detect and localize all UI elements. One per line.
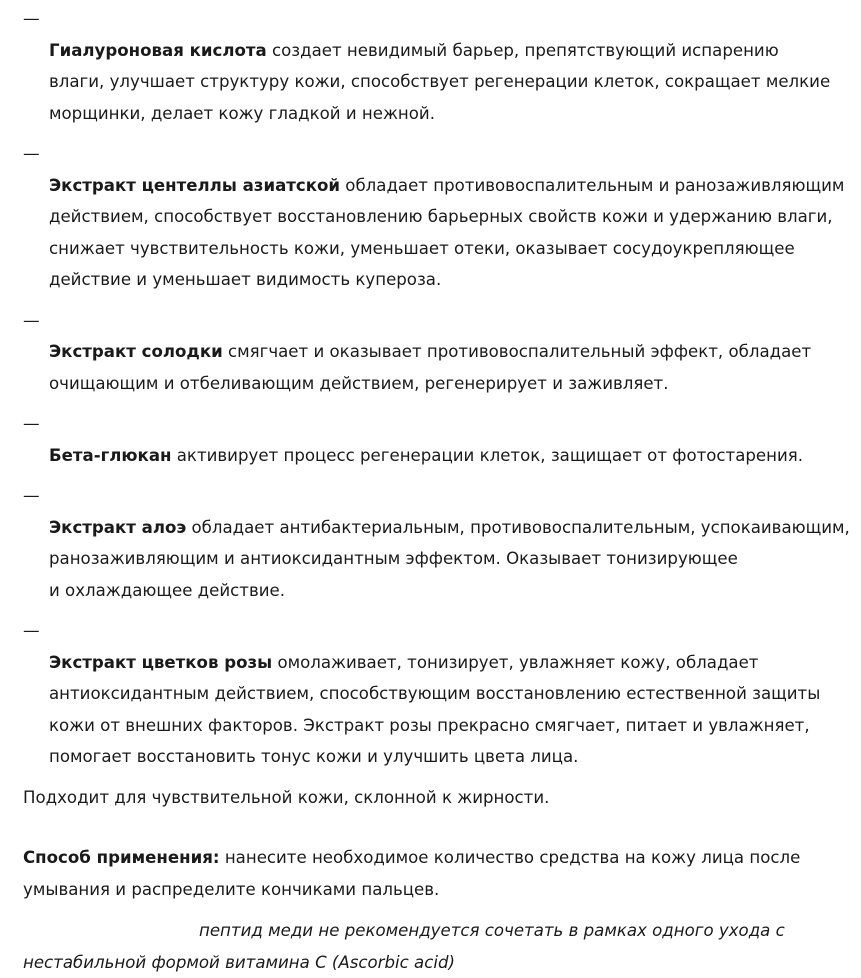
- ingredient-item: [23, 3, 861, 129]
- ingredient-item: [23, 480, 861, 606]
- ingredient-name: Экстракт алоэ: [49, 517, 187, 537]
- list-dash: —: [23, 486, 40, 505]
- ingredient-item: [23, 408, 861, 471]
- caution-note: [23, 915, 861, 978]
- ingredient-item: [23, 305, 861, 400]
- usage-instructions: [23, 842, 861, 905]
- usage-text: нанесите необходимое количество средства на кожу лица после умывания и распределите кончиками пальцев.: [23, 848, 801, 899]
- list-dash: —: [23, 144, 40, 163]
- ingredient-name: Бета-глюкан: [49, 445, 172, 465]
- list-dash: —: [23, 310, 40, 330]
- list-dash: —: [23, 414, 40, 433]
- ingredient-text: обладает противовоспалительным и ранозаживляющим действием, способствует восстановлению барьерных свойств кожи и удержанию влаги, снижает чувствительность кожи, уменьшает отеки, оказывает сосудоукрепляющее действие и уменьшает видимость купероза.: [49, 175, 845, 289]
- ingredient-name: Гиалуроновая кислота: [49, 40, 267, 60]
- list-dash: —: [23, 621, 40, 640]
- ingredient-text: смягчает и оказывает противовоспалительный эффект, обладает очищающим и отбеливающим действием, регенерирует и заживляет.: [49, 342, 812, 393]
- skin-type-note: Подходит для чувствительной кожи, склонной к жирности.: [23, 787, 550, 807]
- ingredient-text: активирует процесс регенерации клеток, защищает от фотостарения.: [171, 445, 804, 465]
- usage-label: Способ применения:: [23, 848, 220, 867]
- caution-note-wrap: [23, 915, 861, 978]
- ingredient-name: Экстракт цветков розы: [49, 652, 273, 672]
- ingredient-name: Экстракт центеллы азиатской: [49, 175, 341, 195]
- ingredient-text: омолаживает, тонизирует, увлажняет кожу, обладает антиоксидантным действием, способствующим восстановлению естественной защиты кожи от внешних факторов. Экстракт розы прекрасно смягчает, питает и увлажняет, помогает восстановить тонус кожи и улучшить цвета лица.: [49, 652, 821, 766]
- list-dash: —: [23, 9, 40, 28]
- ingredient-text: обладает антибактериальным, противовоспалительным, успокаивающим, ранозаживляющим и антиоксидантным эффектом. Оказывает тонизирующее и охлаждающее действие.: [49, 517, 850, 600]
- ingredient-name: Экстракт солодки: [49, 342, 223, 361]
- product-description: [23, 3, 861, 978]
- ingredient-item: [23, 615, 861, 773]
- caution-note-text: пептид меди не рекомендуется сочетать в рамках одного ухода с нестабильной формой витамина С (Ascorbic acid): [23, 921, 785, 972]
- ingredient-text: создает невидимый барьер, препятствующий испарению влаги, улучшает структуру кожи, способствует регенерации клеток, сокращает мелкие морщинки, делает кожу гладкой и нежной.: [49, 40, 831, 123]
- ingredient-item: [23, 138, 861, 296]
